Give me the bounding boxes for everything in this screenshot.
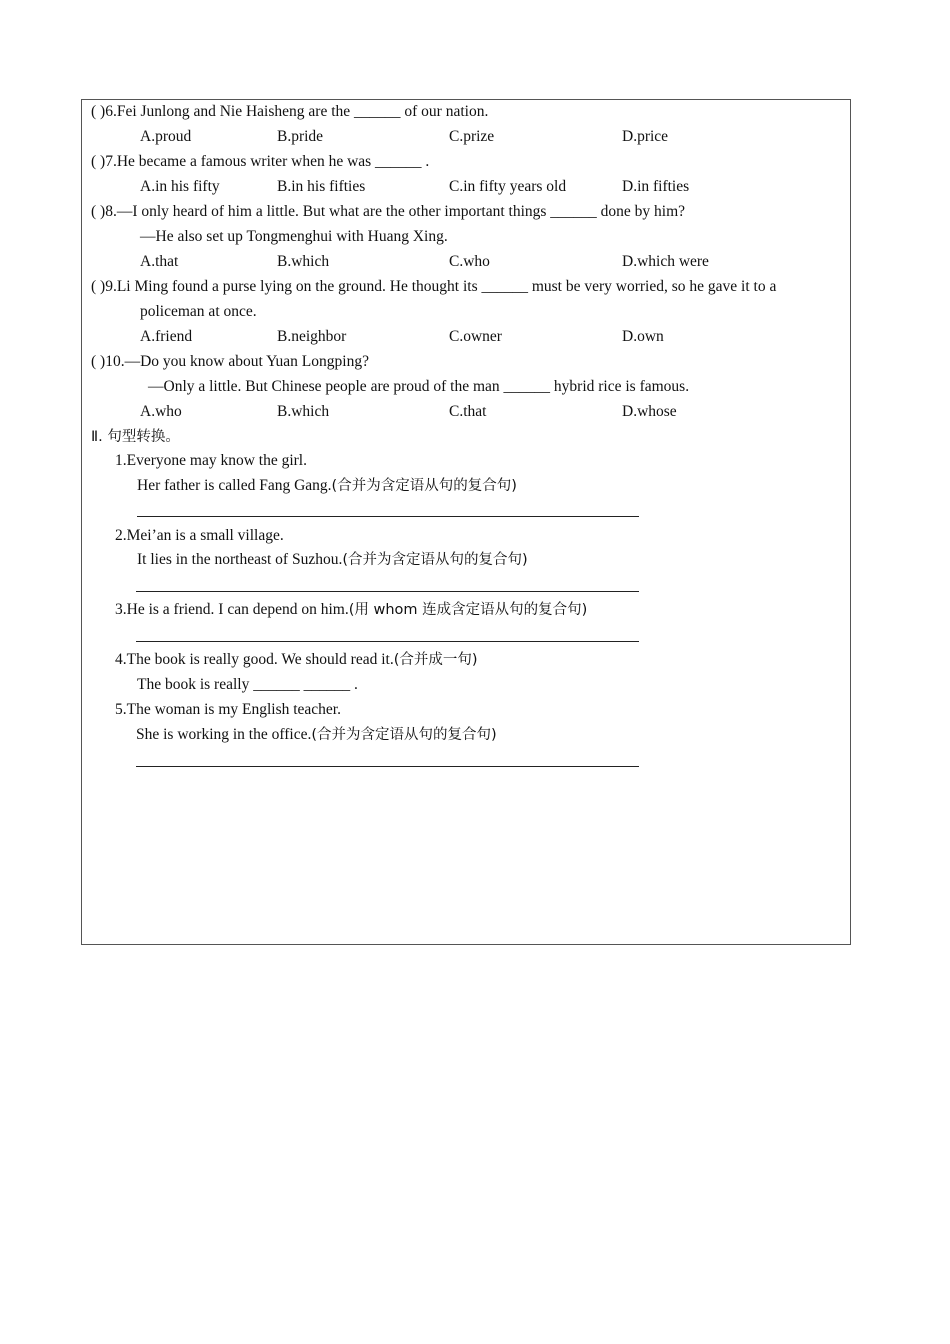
section-heading: Ⅱ. 句型转换。 — [91, 429, 180, 445]
transform-item-4 — [115, 650, 478, 670]
option-d: D.which were — [622, 253, 709, 270]
option-c: C.prize — [449, 128, 495, 145]
question-8 — [91, 202, 685, 222]
question-stem: 6.Fei Junlong and Nie Haisheng are the ______ of our nation. — [105, 103, 489, 120]
instruction-text: (合并为含定语从句的复合句) — [331, 478, 517, 494]
answer-bracket: ( ) — [91, 278, 106, 295]
answer-bracket: ( ) — [91, 353, 106, 370]
transform-item-5-second — [136, 725, 497, 745]
option-b: B.which — [277, 253, 330, 270]
question-stem-continued: —Only a little. But Chinese people are proud of the man ______ hybrid rice is famous. — [148, 378, 690, 395]
question-9 — [91, 277, 776, 297]
exercise-frame — [81, 99, 851, 945]
sentence-text: Her father is called Fang Gang. — [137, 477, 332, 494]
transform-item-4-fill: The book is really ______ ______ . — [137, 676, 358, 693]
option-a: A.friend — [140, 328, 193, 345]
transform-item-2-second — [137, 550, 528, 570]
option-d: D.in fifties — [622, 178, 690, 195]
transform-item-2: 2.Mei’an is a small village. — [115, 527, 284, 544]
transform-item-5: 5.The woman is my English teacher. — [115, 701, 341, 718]
option-a: A.in his fifty — [140, 178, 220, 195]
question-7 — [91, 152, 429, 172]
transform-item-1-second — [137, 476, 517, 496]
option-b: B.neighbor — [277, 328, 347, 345]
option-c: C.who — [449, 253, 490, 270]
sentence-text: She is working in the office. — [136, 726, 312, 743]
option-b: B.which — [277, 403, 330, 420]
transform-item-3 — [115, 600, 587, 620]
question-stem: 10.—Do you know about Yuan Longping? — [105, 353, 369, 370]
answer-line[interactable] — [136, 766, 639, 767]
option-c: C.in fifty years old — [449, 178, 567, 195]
option-a: A.proud — [140, 128, 192, 145]
answer-line[interactable] — [136, 591, 639, 592]
instruction-text: (合并成一句) — [393, 652, 478, 668]
instruction-text: (合并为含定语从句的复合句) — [311, 727, 497, 743]
option-b: B.pride — [277, 128, 324, 145]
question-stem: 9.Li Ming found a purse lying on the ground. He thought its ______ must be very worried, so he gave it to a — [105, 278, 777, 295]
option-a: A.that — [140, 253, 179, 270]
option-a: A.who — [140, 403, 182, 420]
question-stem: 7.He became a famous writer when he was ______ . — [105, 153, 430, 170]
sentence-text: 3.He is a friend. I can depend on him. — [115, 601, 349, 618]
transform-item-1: 1.Everyone may know the girl. — [115, 452, 307, 469]
option-d: D.price — [622, 128, 669, 145]
sentence-text: It lies in the northeast of Suzhou. — [137, 551, 343, 568]
option-d: D.whose — [622, 403, 677, 420]
question-10 — [91, 352, 369, 372]
answer-line[interactable] — [137, 516, 639, 517]
option-c: C.that — [449, 403, 487, 420]
answer-bracket: ( ) — [91, 103, 106, 120]
question-stem-continued: —He also set up Tongmenghui with Huang Xing. — [140, 228, 448, 245]
answer-line[interactable] — [136, 641, 639, 642]
instruction-text: (用 whom 连成含定语从句的复合句) — [348, 602, 588, 618]
option-d: D.own — [622, 328, 664, 345]
option-b: B.in his fifties — [277, 178, 366, 195]
answer-bracket: ( ) — [91, 203, 106, 220]
option-c: C.owner — [449, 328, 502, 345]
sentence-text: 4.The book is really good. We should read it. — [115, 651, 394, 668]
answer-bracket: ( ) — [91, 153, 106, 170]
question-6 — [91, 102, 488, 122]
question-stem-continued: policeman at once. — [140, 303, 257, 320]
instruction-text: (合并为含定语从句的复合句) — [342, 552, 528, 568]
question-stem: 8.—I only heard of him a little. But what are the other important things ______ done by him? — [105, 203, 686, 220]
